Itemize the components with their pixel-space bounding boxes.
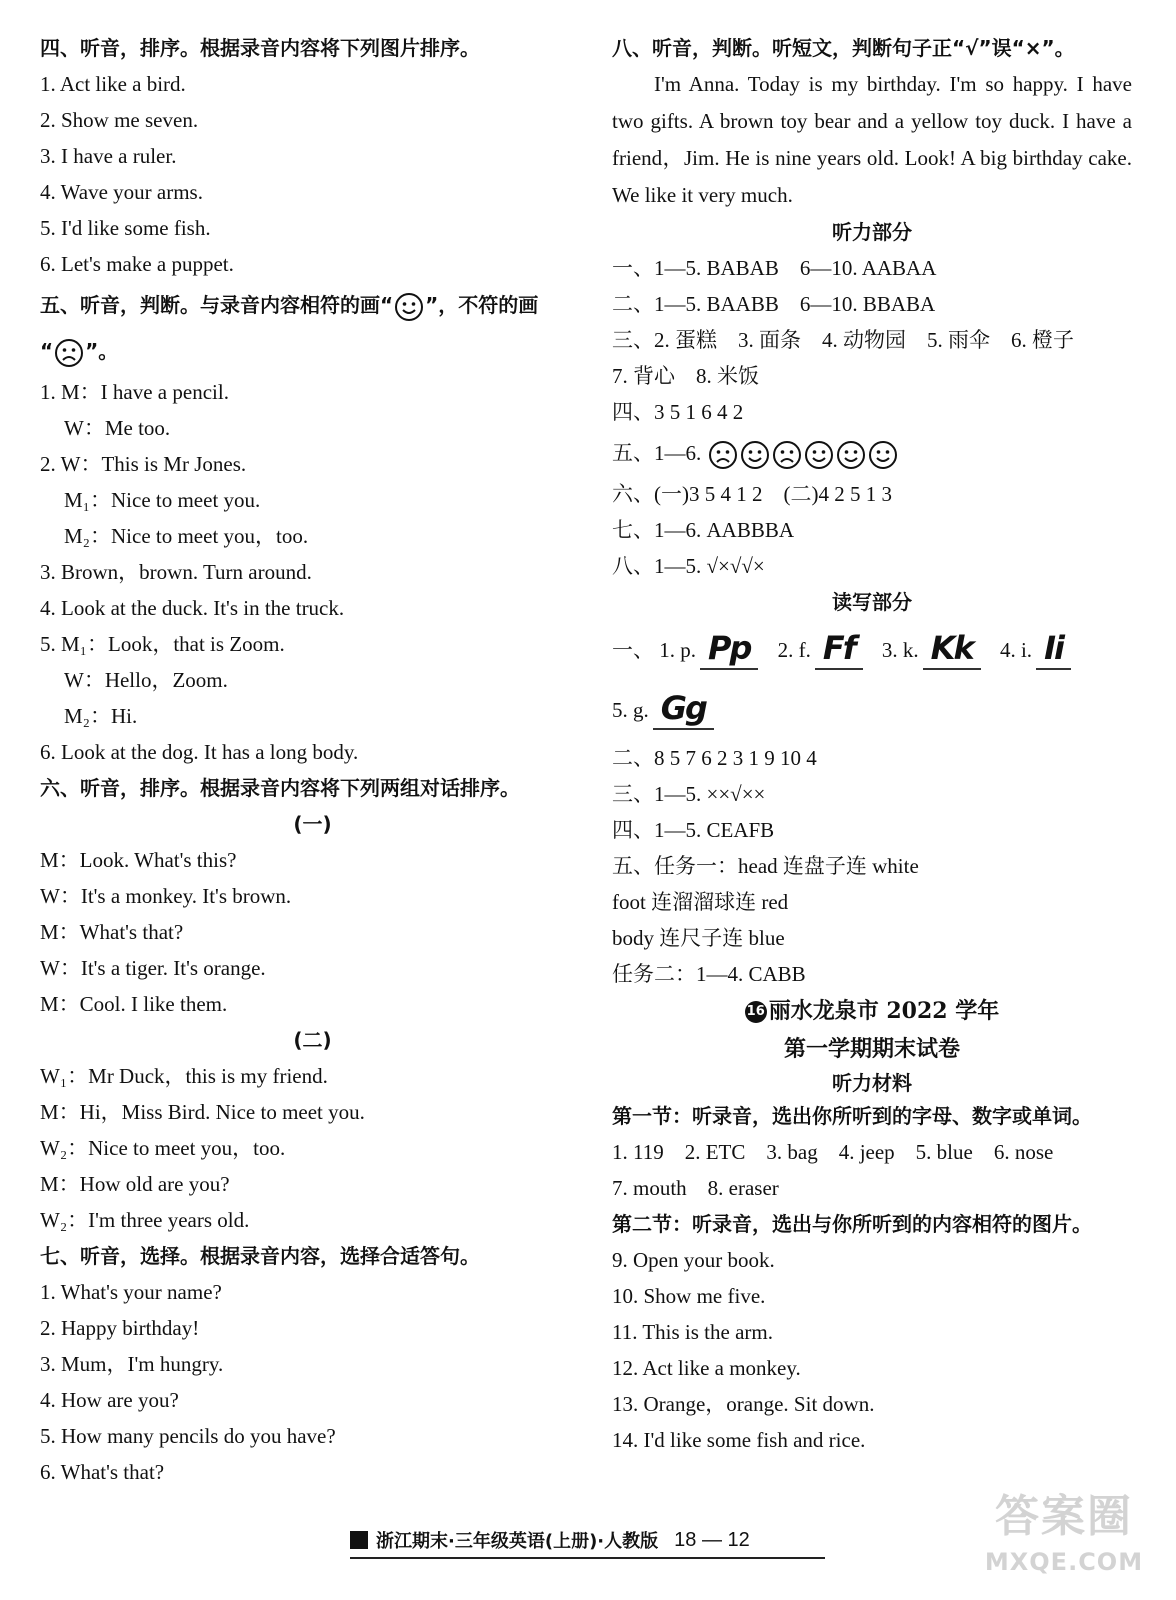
list-item: 2. Happy birthday! xyxy=(40,1316,200,1340)
dialogue-line: 2. W：This is Mr Jones. xyxy=(40,452,247,476)
dialogue-line: M：Cool. I like them. xyxy=(40,992,228,1016)
answer-line: 六、(一)3 5 4 1 2 (二)4 2 5 1 3 xyxy=(612,482,892,506)
dialogue-line: 3. Brown，brown. Turn around. xyxy=(40,560,312,584)
section-5-title: 五、听音，判断。与录音内容相符的画“ ”，不符的画 xyxy=(40,282,585,328)
list-item: 5. I'd like some fish. xyxy=(40,216,211,240)
left-column xyxy=(40,30,585,1490)
smiley-face-icon xyxy=(740,440,770,470)
smiley-face-icon xyxy=(868,440,898,470)
reading-writing-heading: 读写部分 xyxy=(832,590,912,614)
list-item: 4. Wave your arms. xyxy=(40,180,203,204)
list-item: 2. Show me seven. xyxy=(40,108,199,132)
section-4-list xyxy=(40,66,585,282)
dialogue-line: M₁：Nice to meet you. xyxy=(64,488,261,512)
answer-line: body 连尺子连 blue xyxy=(612,926,785,950)
sad-face-icon xyxy=(772,440,802,470)
list-item: 1. What's your name? xyxy=(40,1280,222,1304)
group-1-dialogue xyxy=(40,842,585,1022)
group-2-dialogue xyxy=(40,1058,585,1238)
dialogue-line: W：Hello，Zoom. xyxy=(64,668,228,692)
answer-line: 三、1—5. ××√×× xyxy=(612,782,766,806)
black-square-icon xyxy=(350,1531,368,1549)
exam-title-2: 第一学期期末试卷 xyxy=(783,1036,960,1062)
dialogue-line: W₂：I'm three years old. xyxy=(40,1208,250,1232)
list-item: 13. Orange，orange. Sit down. xyxy=(612,1392,875,1416)
answer-line: 7. mouth 8. eraser xyxy=(612,1176,779,1200)
smiley-face-icon xyxy=(804,440,834,470)
list-item: 12. Act like a monkey. xyxy=(612,1356,801,1380)
sad-face-icon xyxy=(54,338,84,368)
list-item: 3. I have a ruler. xyxy=(40,144,177,168)
dialogue-line: M：What's that? xyxy=(40,920,184,944)
watermark-logo xyxy=(964,1488,1164,1588)
dialogue-line: 6. Look at the dog. It has a long body. xyxy=(40,740,359,764)
page-footer xyxy=(350,1523,825,1559)
section-1-title: 第一节：听录音，选出你所听到的字母、数字或单词。 xyxy=(612,1104,1092,1128)
handwritten-letter: Ii xyxy=(1036,622,1071,682)
list-item: 6. What's that? xyxy=(40,1460,165,1484)
section-5-dialogues xyxy=(40,374,585,770)
section-6-title: 六、听音，排序。根据录音内容将下列两组对话排序。 xyxy=(40,776,520,800)
section-8-passage: I'm Anna. Today is my birthday. I'm so happy. I have two gifts. A brown toy bear and a yellow toy duck. I have a friend，Jim. He is nine years old. Look! A big birthday cake. We like it very much. xyxy=(612,72,1132,207)
right-column xyxy=(612,30,1132,1458)
handwritten-letter: Gg xyxy=(653,682,714,742)
dialogue-line: M₂：Hi. xyxy=(64,704,138,728)
list-item: 10. Show me five. xyxy=(612,1284,766,1308)
dialogue-line: 4. Look at the duck. It's in the truck. xyxy=(40,596,345,620)
face-answers xyxy=(707,441,899,465)
dialogue-line: M：How old are you? xyxy=(40,1172,230,1196)
watermark-url: MXQE.COM xyxy=(984,1548,1144,1576)
page-number: 18 — 12 xyxy=(674,1528,750,1551)
group-2-heading: (二) xyxy=(293,1028,332,1052)
dialogue-line: W：Me too. xyxy=(64,416,171,440)
handwritten-letter: Pp xyxy=(700,622,758,682)
answer-line: 八、1—5. √×√√× xyxy=(612,554,765,578)
section-7-title: 七、听音，选择。根据录音内容，选择合适答句。 xyxy=(40,1244,480,1268)
list-item: 14. I'd like some fish and rice. xyxy=(612,1428,866,1452)
dialogue-line: 5. M₁：Look，that is Zoom. xyxy=(40,632,285,656)
footer-title: 浙江期末·三年级英语(上册)·人教版 xyxy=(376,1531,659,1552)
dialogue-line: W：It's a tiger. It's orange. xyxy=(40,956,266,980)
list-item: 11. This is the arm. xyxy=(612,1320,773,1344)
dialogue-line: M：Hi，Miss Bird. Nice to meet you. xyxy=(40,1100,365,1124)
dialogue-line: M₂：Nice to meet you，too. xyxy=(64,524,309,548)
answer-line-faces: 五、1—6. xyxy=(612,430,1132,476)
answer-line: 1. 119 2. ETC 3. bag 4. jeep 5. blue 6. nose xyxy=(612,1140,1054,1164)
section-7-list xyxy=(40,1274,585,1490)
list-item: 4. How are you? xyxy=(40,1388,179,1412)
list-item: 6. Let's make a puppet. xyxy=(40,252,234,276)
handwritten-letter: Ff xyxy=(815,622,863,682)
section-2-title: 第二节：听录音，选出与你所听到的内容相符的图片。 xyxy=(612,1212,1092,1236)
list-item: 1. Act like a bird. xyxy=(40,72,186,96)
exam-number-badge: 16 xyxy=(745,1001,767,1023)
listening-material-heading: 听力材料 xyxy=(832,1071,912,1095)
dialogue-line: 1. M：I have a pencil. xyxy=(40,380,229,404)
list-item: 5. How many pencils do you have? xyxy=(40,1424,336,1448)
answer-line: 三、2. 蛋糕 3. 面条 4. 动物园 5. 雨伞 6. 橙子 xyxy=(612,328,1074,352)
section-4-title: 四、听音，排序。根据录音内容将下列图片排序。 xyxy=(40,36,480,60)
group-1-heading: (一) xyxy=(293,812,332,836)
letter-writing-row: 一、 1. p. Pp 2. f. Ff 3. k. Kk 4. i. Ii xyxy=(612,620,1132,680)
answer-line: 一、1—5. BABAB 6—10. AABAA xyxy=(612,256,937,280)
answer-line: 二、8 5 7 6 2 3 1 9 10 4 xyxy=(612,746,817,770)
letter-writing-row-2: 5. g. Gg xyxy=(612,680,1132,740)
watermark-text: 答案圈 xyxy=(995,1491,1133,1542)
sad-face-icon xyxy=(708,440,738,470)
smiley-face-icon xyxy=(836,440,866,470)
answer-line: 五、任务一：head 连盘子连 white xyxy=(612,854,919,878)
smiley-face-icon xyxy=(394,292,424,322)
answer-line: 四、1—5. CEAFB xyxy=(612,818,775,842)
answer-line: 7. 背心 8. 米饭 xyxy=(612,364,759,388)
section-8-title: 八、听音，判断。听短文，判断句子正“√”误“×”。 xyxy=(612,36,1075,60)
answer-line: 七、1—6. AABBBA xyxy=(612,518,795,542)
dialogue-line: W₁：Mr Duck，this is my friend. xyxy=(40,1064,328,1088)
list-item: 3. Mum，I'm hungry. xyxy=(40,1352,224,1376)
answer-line: 二、1—5. BAABB 6—10. BBABA xyxy=(612,292,936,316)
list-item: 9. Open your book. xyxy=(612,1248,775,1272)
answer-line: 四、3 5 1 6 4 2 xyxy=(612,400,744,424)
exam-title-1: 16 丽水龙泉市 2022 学年 xyxy=(746,998,1000,1024)
answer-line: 任务二：1—4. CABB xyxy=(612,962,806,986)
listening-answers-heading: 听力部分 xyxy=(832,220,912,244)
dialogue-line: M：Look. What's this? xyxy=(40,848,237,872)
section-5-title-cont: “ ”。 xyxy=(40,328,585,374)
dialogue-line: W：It's a monkey. It's brown. xyxy=(40,884,292,908)
handwritten-letter: Kk xyxy=(923,622,981,682)
answer-line: foot 连溜溜球连 red xyxy=(612,890,789,914)
dialogue-line: W₂：Nice to meet you，too. xyxy=(40,1136,286,1160)
